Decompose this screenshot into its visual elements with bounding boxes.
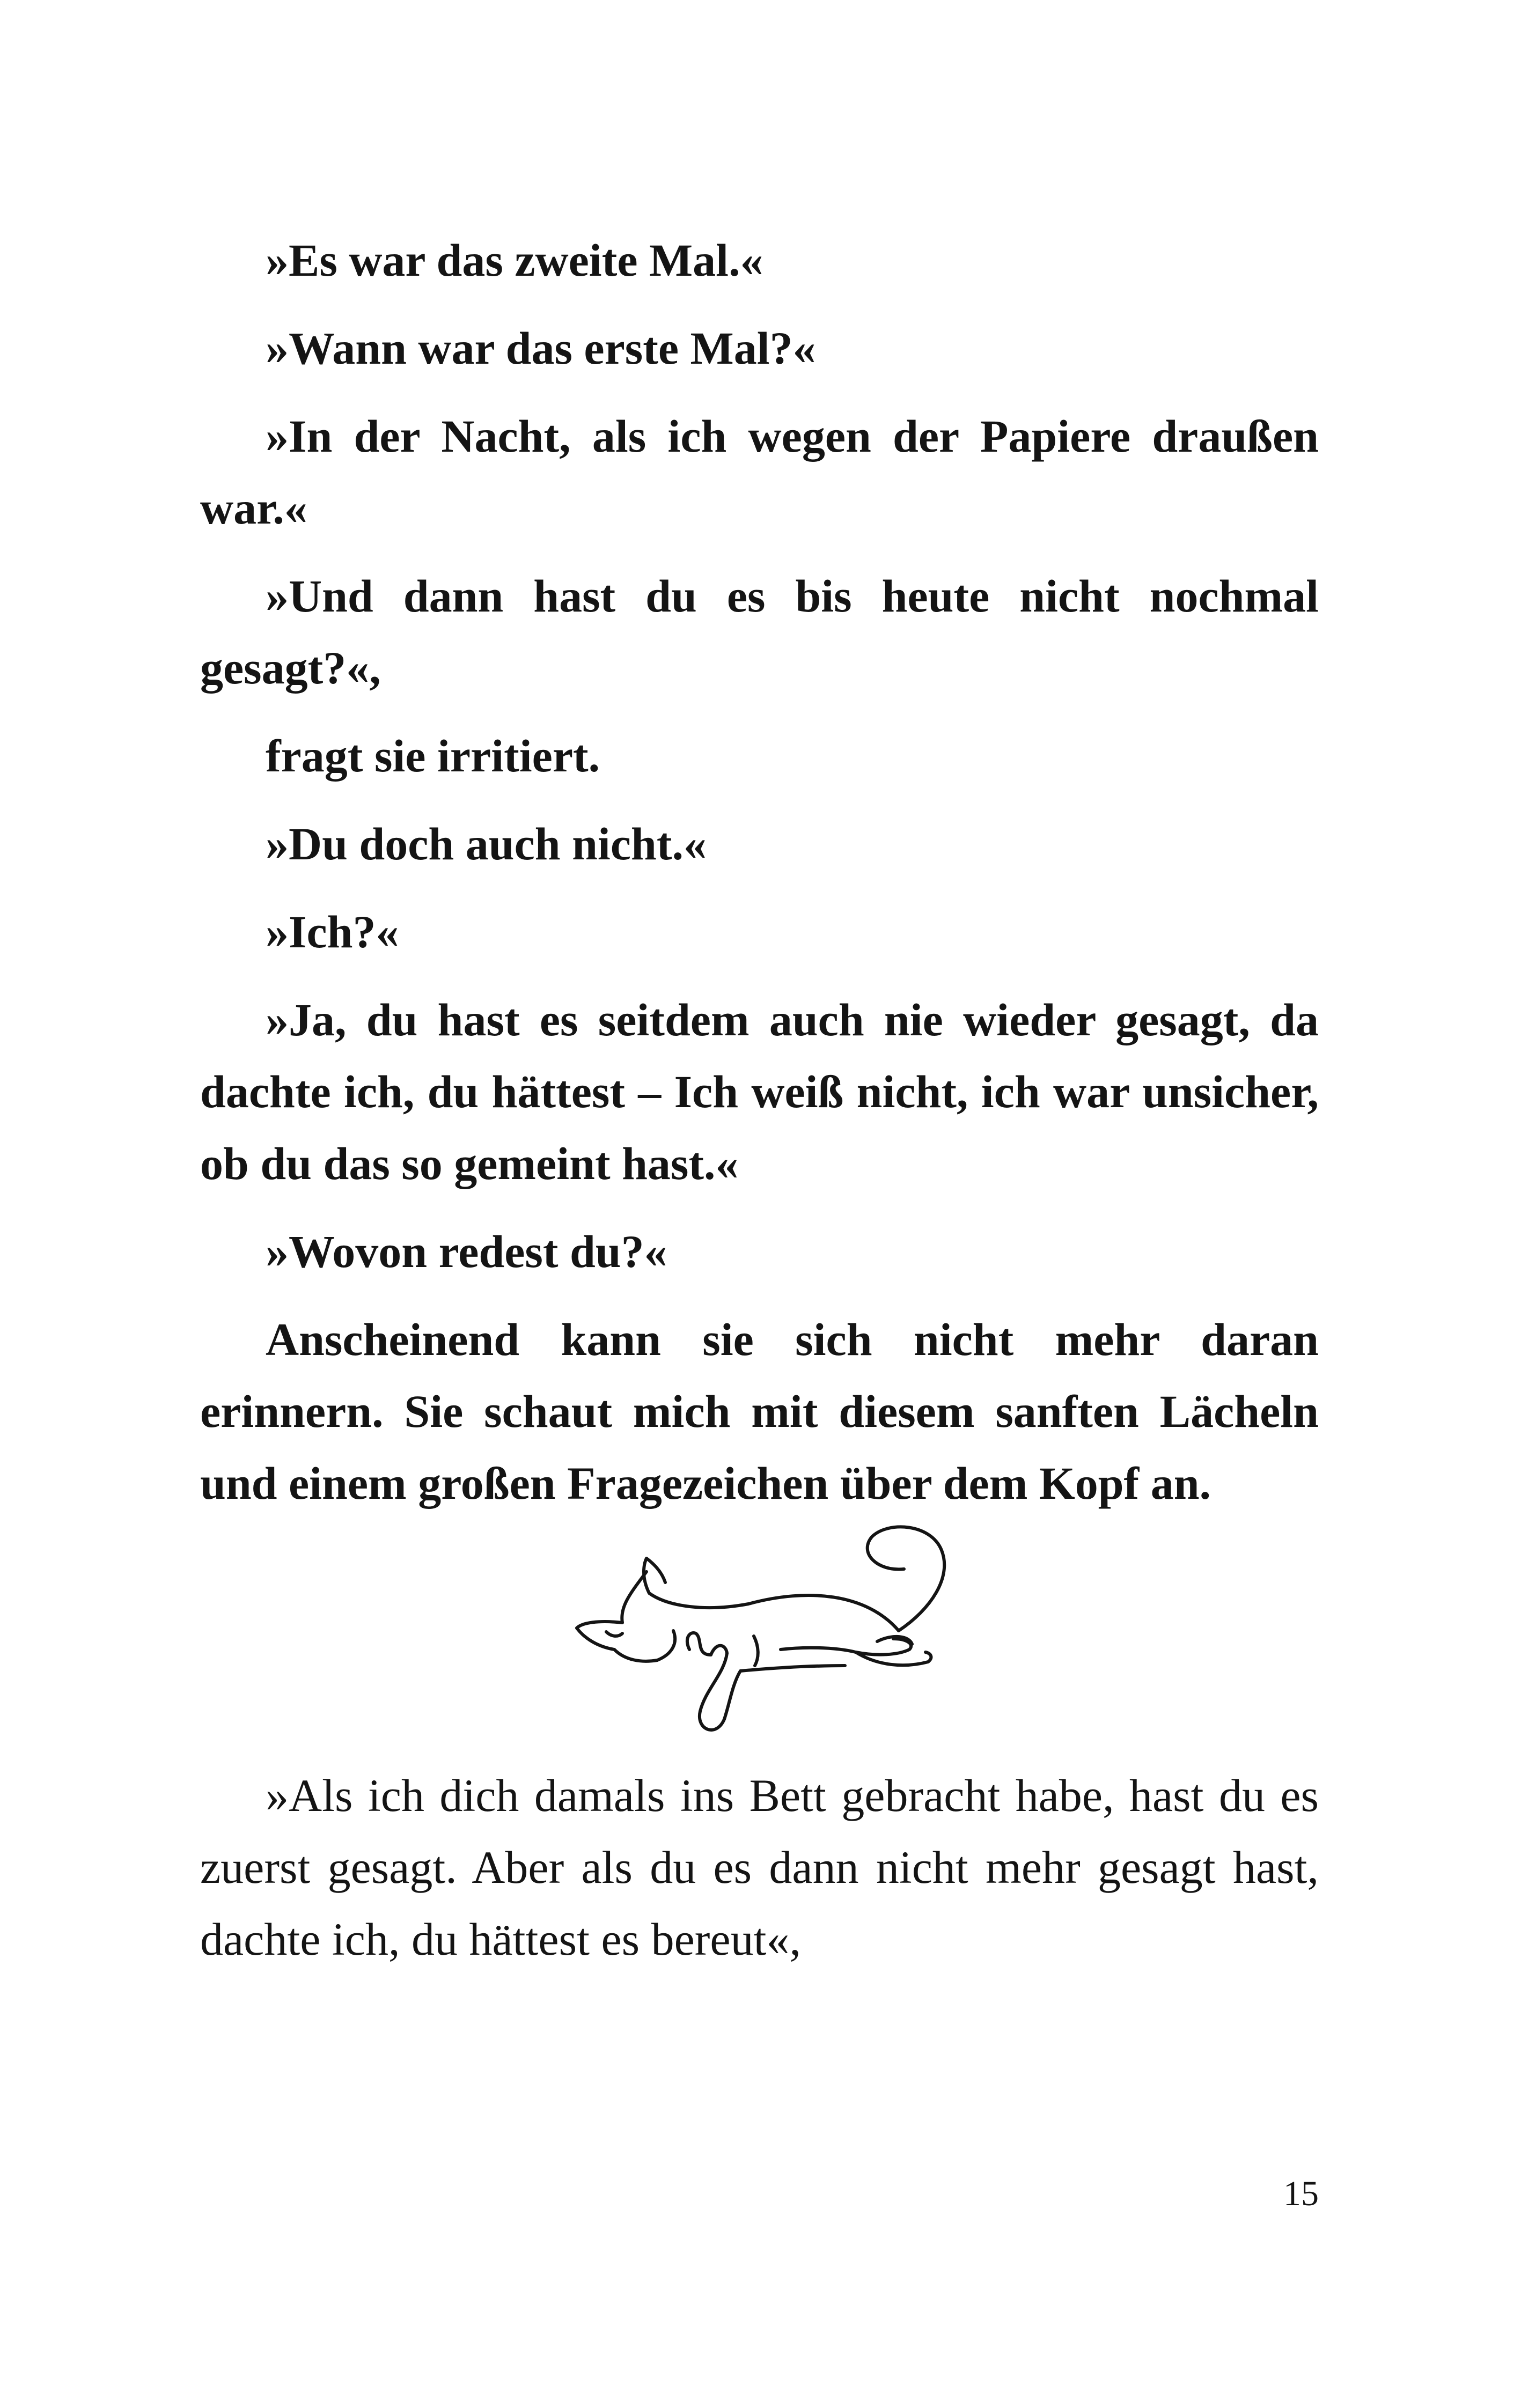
paragraph: »Wann war das erste Mal?« (266, 322, 816, 374)
paragraph: Anscheinend kann sie sich nicht mehr daran erinnern. Sie schaut mich mit diesem sanften Lächeln und einem großen Fragezeichen über dem Kopf an. (200, 1314, 1319, 1509)
paragraph: »Ich?« (266, 906, 399, 958)
paragraph: »Es war das zweite Mal.« (266, 234, 763, 286)
paragraph: »Ja, du hast es seitdem auch nie wieder gesagt, da dachte ich, du hättest – Ich weiß nicht, ich war unsicher, ob du das so gemeint hast.« (200, 994, 1319, 1189)
paragraph: »Du doch auch nicht.« (266, 818, 707, 870)
page-number: 15 (1283, 2174, 1319, 2213)
lower-text-block (200, 1759, 1319, 1975)
paragraph: »Und dann hast du es bis heute nicht nochmal gesagt?«, (200, 570, 1319, 694)
sleeping-cat-illustration (555, 1513, 1006, 1754)
paragraph: »Wovon redest du?« (266, 1226, 667, 1277)
paragraph: »Als ich dich damals ins Bett gebracht habe, hast du es zuerst gesagt. Aber als du es dann nicht mehr gesagt hast, dachte ich, du hättest es bereut«, (200, 1770, 1319, 1965)
paragraph: fragt sie irritiert. (266, 730, 600, 782)
upper-text-block (200, 224, 1319, 1519)
paragraph: »In der Nacht, als ich wegen der Papiere draußen war.« (200, 410, 1319, 534)
